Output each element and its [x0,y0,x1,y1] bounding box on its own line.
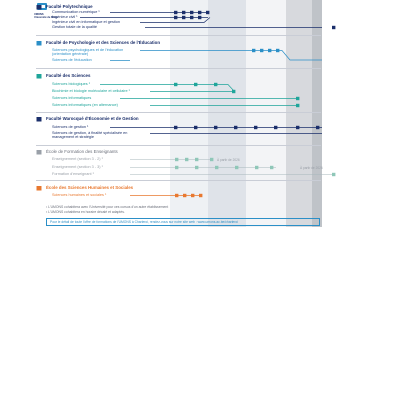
faculty-title: Faculté de Psychologie et des Sciences de l'Éducation [46,40,161,45]
faculty-title: Faculté des Sciences [46,73,91,78]
mini-label: À partir de 2026 [217,157,240,162]
divider [36,112,321,113]
program-label: Sciences de gestion, à finalité spécialisée en management et stratégie [52,131,128,140]
divider [36,35,321,36]
program-label: Sciences biologiques ¹ [52,82,90,86]
divider [36,180,321,181]
program-label: Sciences informatiques [52,96,92,100]
footnote: ¹ L'UMONS cohabitera avec l'Université pour ces cursus d'un autre établissement [46,205,169,209]
program-label: Sciences de gestion ¹ [52,125,89,129]
logo-text: UMONS Université de Mons [34,13,58,19]
faculty-title: Faculté Polytechnique [46,4,93,9]
program-label: Formation d'enseignant ¹ [52,172,94,176]
footer-text[interactable]: Pour le détail de toute l'offre de formations de l'UMONS à Charleroi, rendez-vous sur notre site web : www.umons.ac.be/charleroi [50,219,238,224]
program-label: Biochimie et biologie moléculaire et cellulaire ¹ [52,89,130,93]
footnote: ² L'UMONS cohabitera en horaire décalé et adaptés. [46,210,125,214]
faculty-title: École de Formation des Enseignants [46,149,118,154]
faculty-title: École des Sciences Humaines et Sociales [46,185,134,190]
building-icon [36,116,42,122]
program-label: Enseignement (section 3 - 2) ¹ [52,157,103,161]
building-icon [36,73,42,79]
program-label: Sciences de l'éducation [52,58,92,62]
program-label: Gestion totale de la qualité [52,25,97,29]
faculty-title: Faculté Warocqué d'Économie et de Gestion [46,116,139,121]
building-icon [36,149,42,155]
program-label: Communication numérique ¹ [52,10,100,14]
building-icon [36,185,42,191]
program-label: Sciences psychologiques et de l'éducation (orientation générale) [52,48,124,57]
program-label: Ingénieur civil en informatique et gestion [52,20,120,24]
divider [36,145,321,146]
program-label: Sciences informatiques (en alternance) [52,103,118,107]
building-icon [36,40,42,46]
mini-label: À partir de 2026 [300,165,323,170]
program-label: Sciences humaines et sociales ¹ [52,193,107,197]
program-label: Enseignement (section 3 - 3) ¹ [52,165,103,169]
program-label: Ingénieur civil ¹ [52,15,78,19]
divider [36,68,321,69]
